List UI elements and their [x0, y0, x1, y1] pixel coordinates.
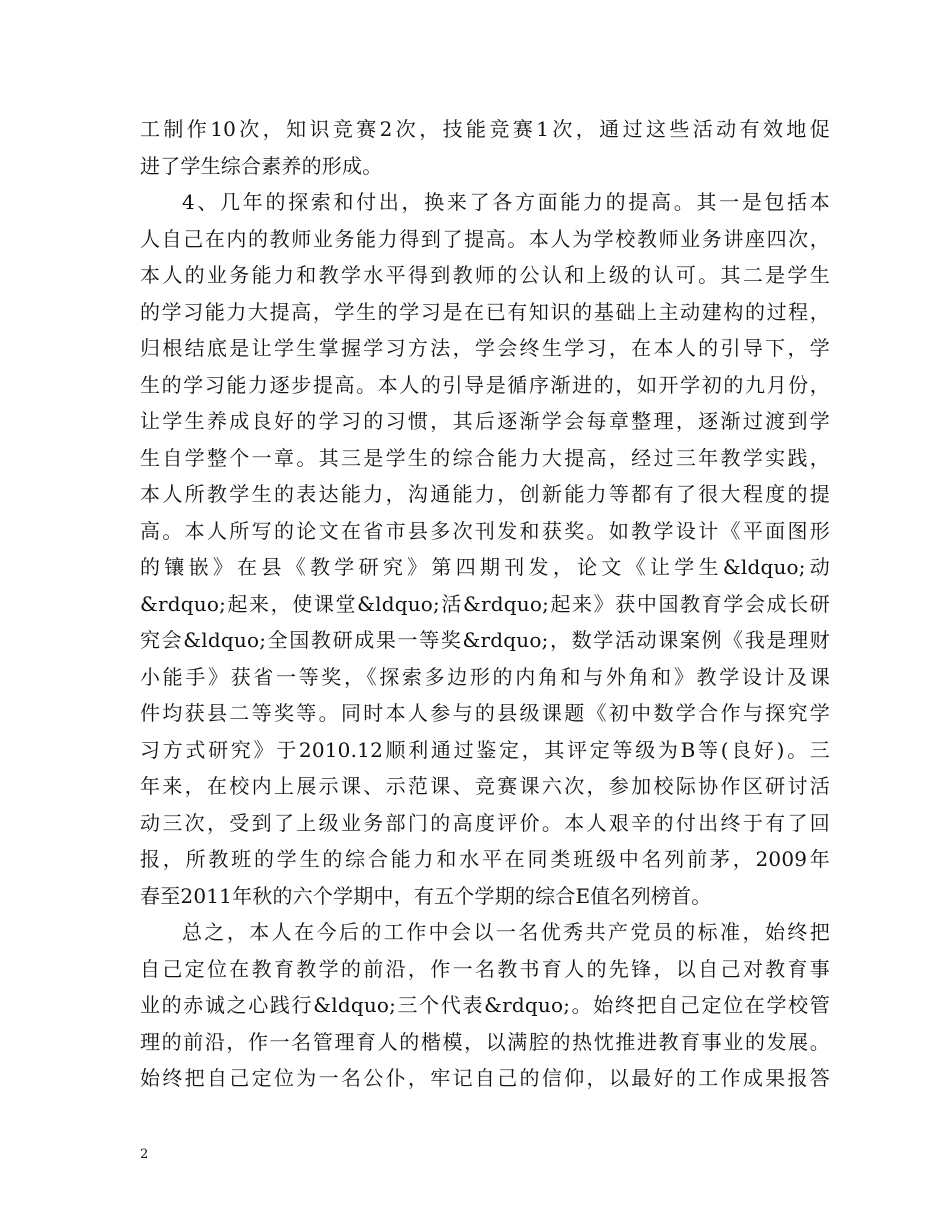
text-line-12: 高。本人所写的论文在省市县多次刊发和获奖。如教学设计《平面图形 — [140, 518, 830, 543]
text-line-3: 4、几年的探索和付出，换来了各方面能力的提高。其一是包括本 — [182, 190, 830, 214]
text-line-15: 究会&ldquo;全国教研成果一等奖&rdquo;，数学活动课案例《我是理财 — [140, 628, 830, 652]
text-line-1: 工制作10次，知识竞赛2次，技能竞赛1次，通过这些活动有效地促 — [140, 117, 830, 141]
text-line-22: 春至2011年秋的六个学期中，有五个学期的综合E值名列榜首。 — [140, 883, 712, 908]
text-line-21: 报，所教班的学生的综合能力和水平在同类班级中名列前茅，2009年 — [140, 847, 830, 871]
text-line-18: 习方式研究》于2010.12顺利通过鉴定，其评定等级为B等(良好)。三 — [140, 737, 830, 762]
text-line-13: 的镶嵌》在县《教学研究》第四期刊发，论文《让学生&ldquo;动 — [140, 555, 830, 579]
text-line-17: 件均获县二等奖等。同时本人参与的县级课题《初中数学合作与探究学 — [140, 701, 830, 725]
page-number: 2 — [140, 1147, 149, 1162]
text-line-7: 归根结底是让学生掌握学习方法，学会终生学习，在本人的引导下，学 — [140, 336, 830, 360]
text-line-27: 始终把自己定位为一名公仆，牢记自己的信仰，以最好的工作成果报答 — [140, 1066, 830, 1090]
text-line-25: 业的赤诚之心践行&ldquo;三个代表&rdquo;。始终把自己定位在学校管 — [140, 993, 830, 1017]
text-line-16: 小能手》获省一等奖，《探索多边形的内角和与外角和》教学设计及课 — [140, 664, 830, 689]
text-line-5: 本人的业务能力和教学水平得到教师的公认和上级的认可。其二是学生 — [140, 263, 830, 287]
text-line-2: 进了学生综合素养的形成。 — [140, 153, 383, 178]
text-line-9: 让学生养成良好的学习的习惯，其后逐渐学会每章整理，逐渐过渡到学 — [140, 409, 830, 433]
text-line-10: 生自学整个一章。其三是学生的综合能力大提高，经过三年教学实践， — [140, 445, 830, 470]
text-line-20: 动三次，受到了上级业务部门的高度评价。本人艰辛的付出终于有了回 — [140, 810, 830, 835]
text-line-4: 人自己在内的教师业务能力得到了提高。本人为学校教师业务讲座四次， — [140, 226, 830, 251]
text-line-19: 年来，在校内上展示课、示范课、竞赛课六次，参加校际协作区研讨活 — [140, 774, 830, 798]
text-line-23: 总之，本人在今后的工作中会以一名优秀共产党员的标准，始终把 — [182, 920, 830, 944]
text-line-26: 理的前沿，作一名管理育人的楷模，以满腔的热忱推进教育事业的发展。 — [140, 1029, 830, 1054]
body-text — [140, 111, 830, 1097]
text-line-14: &rdquo;起来，使课堂&ldquo;活&rdquo;起来》获中国教育学会成长研 — [140, 591, 830, 616]
text-line-8: 生的学习能力逐步提高。本人的引导是循序渐进的，如开学初的九月份， — [140, 372, 830, 397]
text-line-24: 自己定位在教育教学的前沿，作一名教书育人的先锋，以自己对教育事 — [140, 956, 830, 981]
text-line-11: 本人所教学生的表达能力，沟通能力，创新能力等都有了很大程度的提 — [140, 482, 830, 506]
text-line-6: 的学习能力大提高，学生的学习是在已有知识的基础上主动建构的过程， — [140, 299, 830, 324]
